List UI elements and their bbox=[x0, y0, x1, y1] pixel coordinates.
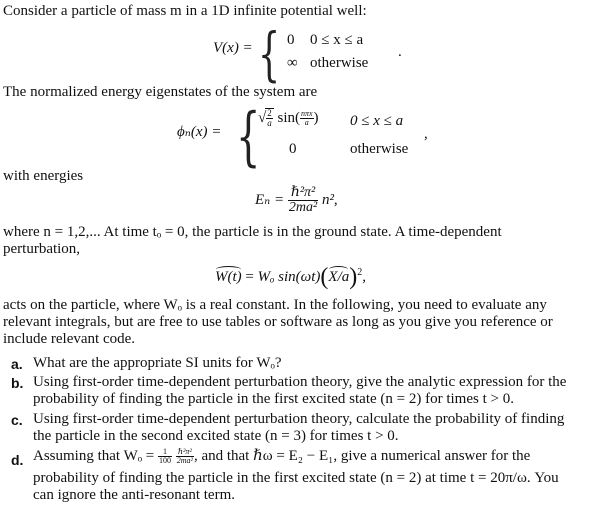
eigenstates-end-punct: , bbox=[424, 126, 428, 142]
potential-case2-cond: otherwise bbox=[310, 55, 369, 71]
question-d-line-1 bbox=[33, 448, 530, 465]
question-c-line-1: Using first-order time-dependent perturbation theory, calculate the probability of finding bbox=[33, 411, 565, 427]
intro-text: Consider a particle of mass m in a 1D infinite potential well: bbox=[3, 3, 367, 19]
perturbation-formula bbox=[215, 264, 366, 292]
sqrt-symbol: √ bbox=[258, 109, 267, 126]
perturbation-power: 2 bbox=[357, 267, 363, 278]
paragraph-1-line-2: perturbation, bbox=[3, 241, 81, 257]
sqrt-den: a bbox=[267, 118, 272, 128]
potential-brace: { bbox=[258, 20, 281, 88]
potential-end-punct: . bbox=[398, 44, 402, 60]
energy-den: 2ma² bbox=[288, 200, 318, 215]
perturbation-eq: = bbox=[245, 269, 254, 285]
paragraph-2-line-1: acts on the particle, where Wₒ is a real constant. In the following, you need to evaluate any bbox=[3, 297, 547, 313]
question-d-line-1-start: Assuming that Wₒ = bbox=[33, 448, 155, 464]
question-c-line-2: the particle in the second excited state (n = 3) for times t > 0. bbox=[33, 428, 399, 444]
eigenstates-case1-expr bbox=[258, 108, 319, 128]
perturbation-paren-open: ( bbox=[320, 264, 329, 290]
perturbation-paren-close: ) bbox=[349, 264, 358, 290]
sin-arg-den: a bbox=[304, 118, 309, 127]
paragraph-2-line-2: relevant integrals, but are free to use tables or software as long as you give you reference or bbox=[3, 314, 553, 330]
question-d-line-1-end: , and that ℏω = E₂ − E₁, give a numerical answer for the bbox=[193, 448, 531, 464]
question-d-line-2: probability of finding the particle in the first excited state (n = 2) at time t = 20π/ω. You bbox=[33, 470, 559, 486]
potential-case2-value: ∞ bbox=[287, 55, 298, 71]
question-a-letter: a. bbox=[11, 356, 23, 372]
potential-lhs: V(x) = bbox=[213, 40, 253, 56]
potential-case1-value: 0 bbox=[287, 32, 295, 48]
sin-label: sin( bbox=[277, 109, 300, 126]
q-d-frac-b-num: ℏ²π² bbox=[176, 448, 194, 457]
eigenstates-case2-cond: otherwise bbox=[350, 141, 409, 157]
eigenstates-case1-cond: 0 ≤ x ≤ a bbox=[350, 113, 404, 129]
sqrt-num: 2 bbox=[267, 108, 272, 118]
question-d-letter: d. bbox=[11, 452, 24, 468]
perturbation-rhs: Wₒ sin(ωt) bbox=[257, 269, 321, 285]
q-d-frac-a-num: 1 bbox=[158, 448, 172, 457]
question-d-line-3: can ignore the anti-resonant term. bbox=[33, 487, 236, 503]
eigenstates-case2-value: 0 bbox=[289, 141, 297, 157]
energy-tail: n², bbox=[321, 191, 338, 208]
paragraph-1-line-1: where n = 1,2,... At time tₒ = 0, the particle is in the ground state. A time-dependent bbox=[3, 224, 502, 240]
energy-lhs: Eₙ = bbox=[255, 191, 285, 208]
q-d-frac-b-den: 2ma² bbox=[176, 456, 193, 466]
paragraph-2-line-3: include relevant code. bbox=[3, 331, 136, 347]
energy-num: ℏ²π² bbox=[288, 186, 318, 201]
eigenstates-brace: { bbox=[236, 100, 261, 174]
perturbation-x-over-a: X/a bbox=[328, 269, 350, 285]
question-a-line-1: What are the appropriate SI units for Wₒ? bbox=[33, 355, 282, 371]
perturbation-lhs: W(t) bbox=[215, 269, 242, 285]
energy-formula bbox=[255, 186, 338, 215]
sin-arg-num: nπx bbox=[300, 109, 313, 118]
question-b-line-1: Using first-order time-dependent perturbation theory, give the analytic expression for the bbox=[33, 374, 567, 390]
question-b-line-2: probability of finding the particle in the first excited state (n = 2) for times t > 0. bbox=[33, 391, 514, 407]
energies-intro: with energies bbox=[3, 168, 84, 184]
potential-case1-cond: 0 ≤ x ≤ a bbox=[310, 32, 364, 48]
eigenstates-intro: The normalized energy eigenstates of the system are bbox=[3, 84, 318, 100]
perturbation-end-punct: , bbox=[362, 269, 367, 285]
eigenstates-lhs: ϕₙ(x) = bbox=[177, 124, 222, 140]
question-c-letter: c. bbox=[11, 412, 23, 428]
sin-close: ) bbox=[313, 109, 319, 126]
question-b-letter: b. bbox=[11, 375, 24, 391]
q-d-frac-a-den: 100 bbox=[159, 456, 172, 466]
